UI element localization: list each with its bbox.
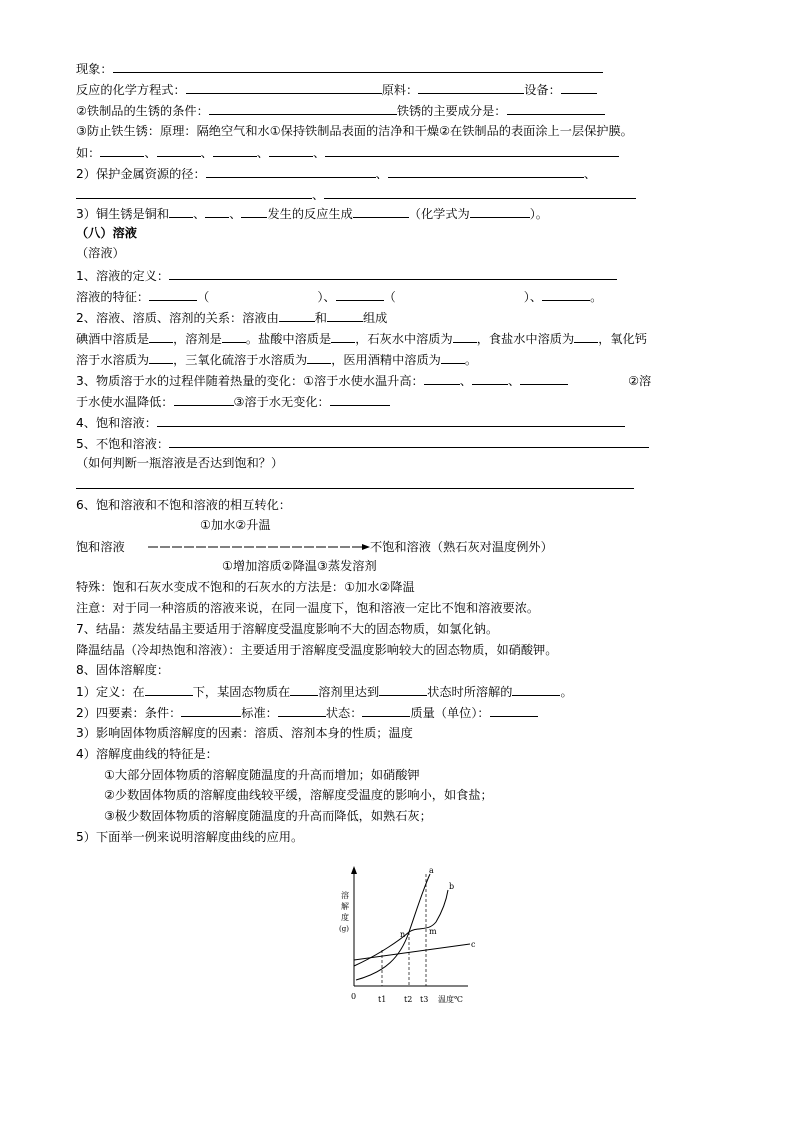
conversion-upper-label: ①加水②升温 xyxy=(200,518,271,532)
y-axis-arrow xyxy=(351,866,357,874)
line-four-elements: 2）四要素：条件： 标准： 状态： 质量（单位）： xyxy=(76,704,538,721)
line-how-judge: （如何判断一瓶溶液是否达到饱和？） xyxy=(76,456,284,470)
point-label-n: n xyxy=(400,930,406,939)
line-copper-rust: 3）铜生锈是铜和 、 、 发生的反应生成 （化学式为 ）。 xyxy=(76,207,548,221)
line-solubility: 8、固体溶解度： xyxy=(76,663,170,677)
line-rust-prevent: ③防止铁生锈：原理：隔绝空气和水①保持铁制品表面的洁净和干燥②在铁制品的表面涂上一层保护膜。 xyxy=(76,124,633,138)
line-saturated: 4、饱和溶液： xyxy=(76,414,625,431)
line-heat-change: 3、物质溶于水的过程伴随着热量的变化：①溶于水使水温升高： 、 、 ②溶 xyxy=(76,374,652,388)
xlabel: 温度℃ xyxy=(438,995,463,1004)
line-solution-relation: 2、溶液、溶质、溶剂的关系：溶液由 和 组成 xyxy=(76,311,388,325)
line-blank xyxy=(76,476,634,493)
tick-t3: t3 xyxy=(420,995,429,1004)
line-curve-features: 4）溶解度曲线的特征是： xyxy=(76,747,218,761)
line-protect-resources-2: 、 xyxy=(76,186,636,203)
conversion-lower-label: ①增加溶质②降温③蒸发溶剂 xyxy=(222,559,377,573)
line-solubility-def: 1）定义：在 下，某固态物质在 溶剂里达到 状态时所溶解的 。 xyxy=(76,685,573,699)
solubility-chart xyxy=(330,862,490,1012)
curve-label-c: c xyxy=(471,940,476,949)
line-feature-2: ②少数固体物质的溶解度曲线较平缓，溶解度受温度的影响小，如食盐； xyxy=(104,788,493,802)
conversion-right: 不饱和溶液（熟石灰对温度例外） xyxy=(370,540,553,554)
origin-label: 0 xyxy=(351,992,357,1001)
conversion-arrow xyxy=(146,541,372,553)
line-phenomenon: 现象： xyxy=(76,60,603,77)
ylabel-char-4: (g) xyxy=(339,925,349,933)
line-factors: 3）影响固体物质溶解度的因素：溶质、溶剂本身的性质；温度 xyxy=(76,726,413,740)
ylabel-char-3: 度 xyxy=(341,913,349,922)
line-feature-1: ①大部分固体物质的溶解度随温度的升高而增加；如硝酸钾 xyxy=(104,768,420,782)
line-feature-3: ③极少数固体物质的溶解度随温度的升高而降低，如熟石灰； xyxy=(104,809,432,823)
ylabel-char-1: 溶 xyxy=(341,891,349,900)
line-equation: 反应的化学方程式： 原料： 设备： xyxy=(76,81,597,98)
line-special: 特殊：饱和石灰水变成不饱和的石灰水的方法是：①加水②降温 xyxy=(76,580,415,594)
line-heat-change-2: 于水使水温降低： ③溶于水无变化： xyxy=(76,393,390,410)
tick-t2: t2 xyxy=(404,995,413,1004)
line-solute-examples: 碘酒中溶质是 ，溶剂是 。盐酸中溶质是 ，石灰水中溶质为 ，食盐水中溶质为 ，氧化钙 xyxy=(76,332,647,346)
line-crystallization: 7、结晶：蒸发结晶主要适用于溶解度受温度影响不大的固态物质，如氯化钠。 xyxy=(76,622,499,636)
line-cooling-crystal: 降温结晶（冷却热饱和溶液）：主要适用于溶解度受温度影响较大的固态物质，如硝酸钾。 xyxy=(76,643,558,657)
line-solution-def: 1、溶液的定义： xyxy=(76,267,617,284)
curve-label-b: b xyxy=(449,882,455,891)
line-solute-examples-2: 溶于水溶质为 ，三氧化硫溶于水溶质为 ，医用酒精中溶质为 。 xyxy=(76,353,478,367)
line-examples: 如： 、 、 、 、 xyxy=(76,144,619,161)
point-label-m: m xyxy=(429,927,437,936)
line-protect-resources: 2）保护金属资源的径： 、 、 xyxy=(76,167,597,181)
line-note: 注意：对于同一种溶质的溶液来说，在同一温度下，饱和溶液一定比不饱和溶液要浓。 xyxy=(76,601,540,615)
ylabel-char-2: 解 xyxy=(341,902,349,911)
line-unsaturated: 5、不饱和溶液： xyxy=(76,435,649,452)
curve-label-a: a xyxy=(429,866,434,875)
line-rust-condition: ②铁制品的生锈的条件： 铁锈的主要成分是： xyxy=(76,102,605,119)
tick-t1: t1 xyxy=(378,995,387,1004)
conversion-left: 饱和溶液 xyxy=(76,540,125,554)
line-application: 5）下面举一例来说明溶解度曲线的应用。 xyxy=(76,830,304,844)
curve-a xyxy=(356,874,430,980)
line-solution-features: 溶液的特征： （ ）、 （ ）、 。 xyxy=(76,290,603,304)
section-heading-solution: （八）溶液 xyxy=(76,226,137,240)
subheading-solution: （溶液） xyxy=(76,246,125,260)
line-conversion: 6、饱和溶液和不饱和溶液的相互转化： xyxy=(76,498,291,512)
